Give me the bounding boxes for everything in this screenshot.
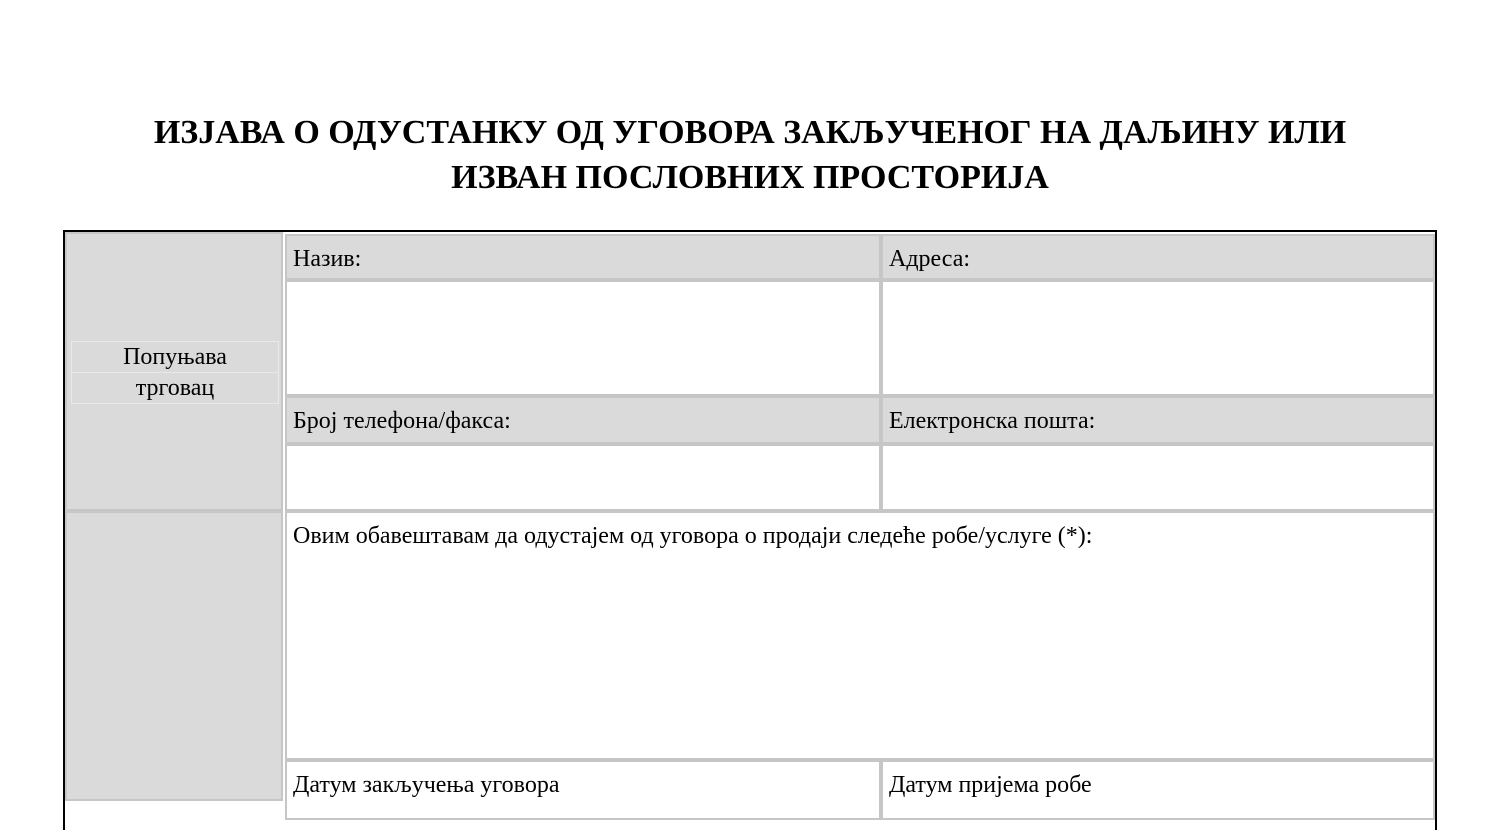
withdrawal-notice-text: Овим обавештавам да одустајем од уговора о продаји следеће робе/услуге (*):	[293, 523, 1093, 549]
merchant-side-label	[70, 341, 280, 404]
merchant-phone-label: Број телефона/факса:	[293, 408, 511, 434]
withdrawal-notice-field[interactable]	[285, 511, 1435, 760]
merchant-email-header	[881, 396, 1435, 444]
document-title	[0, 110, 1500, 200]
document-title-line-2: ИЗВАН ПОСЛОВНИХ ПРОСТОРИЈА	[451, 159, 1049, 196]
contract-date-field[interactable]	[285, 760, 881, 820]
merchant-phone-field[interactable]	[285, 444, 881, 511]
merchant-address-header	[881, 234, 1435, 280]
merchant-name-header	[285, 234, 881, 280]
merchant-address-label: Адреса:	[889, 246, 971, 272]
merchant-email-label: Електронска пошта:	[889, 408, 1096, 434]
merchant-side-label-line-1: Попуњава	[71, 341, 279, 372]
merchant-name-label: Назив:	[293, 246, 362, 272]
goods-receipt-date-label: Датум пријема робе	[889, 772, 1092, 798]
document-title-line-1: ИЗЈАВА О ОДУСТАНКУ ОД УГОВОРА ЗАКЉУЧЕНОГ НА ДАЉИНУ ИЛИ	[153, 114, 1347, 151]
contract-date-label: Датум закључења уговора	[293, 772, 560, 798]
goods-receipt-date-field[interactable]	[881, 760, 1435, 820]
merchant-side-label-line-2: трговац	[71, 372, 279, 404]
merchant-address-field[interactable]	[881, 280, 1435, 396]
merchant-phone-header	[285, 396, 881, 444]
consumer-side-column	[65, 511, 283, 801]
merchant-name-field[interactable]	[285, 280, 881, 396]
merchant-email-field[interactable]	[881, 444, 1435, 511]
